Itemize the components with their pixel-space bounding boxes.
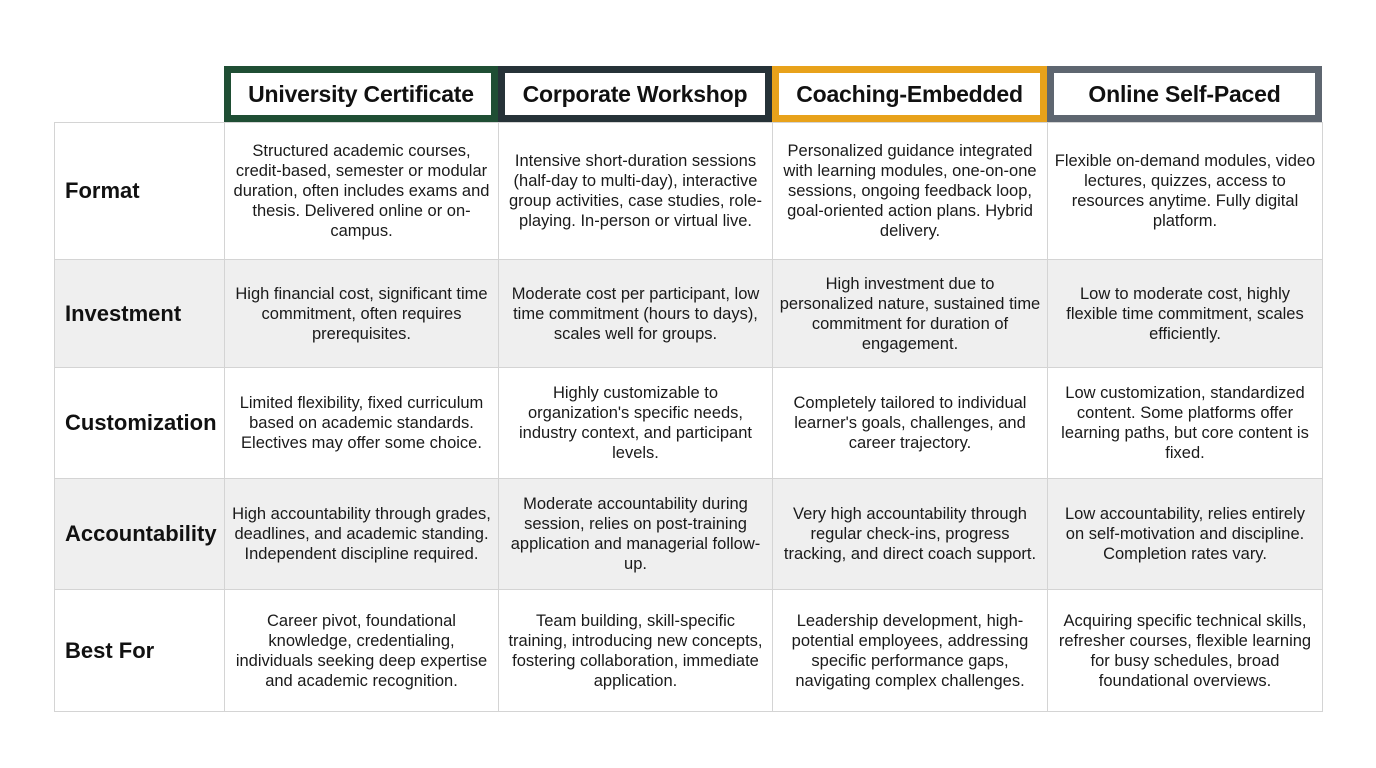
table-cell: Highly customizable to organization's specific needs, industry context, and participant levels. — [499, 368, 773, 479]
table-cell: Team building, skill-specific training, introducing new concepts, fostering collaboration, immediate application. — [499, 590, 773, 712]
table-row-best-for — [55, 590, 1323, 712]
table-row-format — [55, 123, 1323, 260]
table-cell: Structured academic courses, credit-based, semester or modular duration, often includes exams and thesis. Delivered online or on-campus. — [225, 123, 499, 260]
table-row-accountability — [55, 479, 1323, 590]
table-cell: Completely tailored to individual learner's goals, challenges, and career trajectory. — [773, 368, 1048, 479]
column-header-row — [224, 66, 1322, 122]
column-header-corporate-workshop: Corporate Workshop — [498, 66, 772, 122]
comparison-table — [54, 122, 1323, 712]
table-cell: Limited flexibility, fixed curriculum based on academic standards. Electives may offer some choice. — [225, 368, 499, 479]
table-cell: Low to moderate cost, highly flexible time commitment, scales efficiently. — [1048, 260, 1323, 368]
table-cell: Personalized guidance integrated with learning modules, one-on-one sessions, ongoing feedback loop, goal-oriented action plans. Hybrid delivery. — [773, 123, 1048, 260]
column-header-coaching-embedded: Coaching-Embedded — [772, 66, 1047, 122]
table-cell: Career pivot, foundational knowledge, credentialing, individuals seeking deep expertise and academic recognition. — [225, 590, 499, 712]
table-cell: High financial cost, significant time commitment, often requires prerequisites. — [225, 260, 499, 368]
table-cell: Very high accountability through regular check-ins, progress tracking, and direct coach support. — [773, 479, 1048, 590]
row-label-best-for: Best For — [55, 590, 225, 712]
table-cell: Leadership development, high-potential employees, addressing specific performance gaps, navigating complex challenges. — [773, 590, 1048, 712]
row-label-customization: Customization — [55, 368, 225, 479]
table-row-investment — [55, 260, 1323, 368]
table-cell: Low customization, standardized content. Some platforms offer learning paths, but core content is fixed. — [1048, 368, 1323, 479]
column-header-online-self-paced: Online Self-Paced — [1047, 66, 1322, 122]
table-cell: Flexible on-demand modules, video lectures, quizzes, access to resources anytime. Fully digital platform. — [1048, 123, 1323, 260]
table-cell: Moderate accountability during session, relies on post-training application and managerial follow-up. — [499, 479, 773, 590]
row-label-format: Format — [55, 123, 225, 260]
column-header-university-certificate: University Certificate — [224, 66, 498, 122]
row-label-investment: Investment — [55, 260, 225, 368]
table-cell: Low accountability, relies entirely on self-motivation and discipline. Completion rates vary. — [1048, 479, 1323, 590]
table-row-customization — [55, 368, 1323, 479]
table-cell: Moderate cost per participant, low time commitment (hours to days), scales well for groups. — [499, 260, 773, 368]
table-cell: Intensive short-duration sessions (half-day to multi-day), interactive group activities, case studies, role-playing. In-person or virtual live. — [499, 123, 773, 260]
table-cell: High investment due to personalized nature, sustained time commitment for duration of engagement. — [773, 260, 1048, 368]
table-cell: Acquiring specific technical skills, refresher courses, flexible learning for busy schedules, broad foundational overviews. — [1048, 590, 1323, 712]
row-label-accountability: Accountability — [55, 479, 225, 590]
table-cell: High accountability through grades, deadlines, and academic standing. Independent discipline required. — [225, 479, 499, 590]
